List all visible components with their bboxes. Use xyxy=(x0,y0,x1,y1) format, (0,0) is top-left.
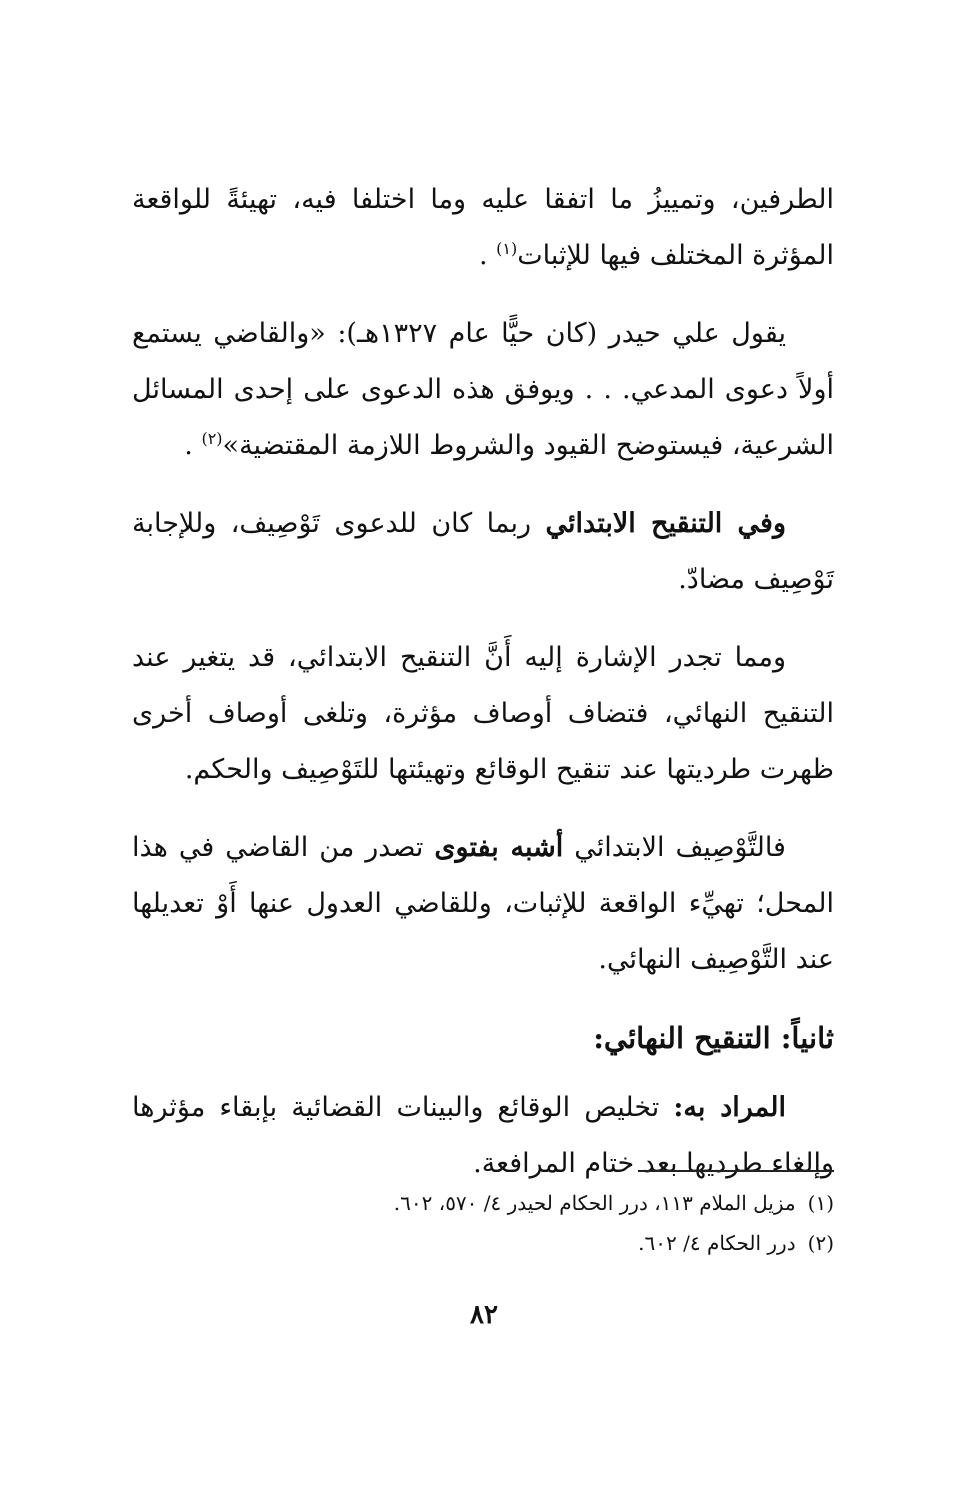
paragraph-3 xyxy=(132,496,834,608)
paragraph-5-text: تصدر من القاضي في هذا المحل؛ تهيِّء الواقعة للإثبات، وللقاضي العدول عنها أَوْ تعديلها عند التَّوْصِيف النهائي. xyxy=(132,832,834,975)
footnote-divider xyxy=(638,1170,834,1172)
paragraph-3-text: ربما كان للدعوى تَوْصِيف، وللإجابة تَوْصِيف مضادّ. xyxy=(132,508,834,595)
paragraph-5-bold: أشبه بفتوى xyxy=(434,832,564,863)
section-title: ثانياً: التنقيح النهائي: xyxy=(593,1021,834,1055)
page-number: ٨٢ xyxy=(470,1300,498,1330)
paragraph-4 xyxy=(132,630,834,798)
footnote-2 xyxy=(300,1223,834,1263)
paragraph-1-end: . xyxy=(478,240,488,271)
paragraph-1 xyxy=(132,172,834,284)
footnotes xyxy=(300,1183,834,1263)
paragraph-1-text: الطرفين، وتمييزُ ما اتفقا عليه وما اختلفا فيه، تهيئةً للواقعة المؤثرة المختلف فيها للإثبات xyxy=(132,184,834,271)
paragraph-5-text-a: فالتَّوْصِيف الابتدائي xyxy=(574,832,786,863)
footnote-ref-2[interactable]: (٢) xyxy=(201,429,223,448)
paragraph-2 xyxy=(132,306,834,474)
paragraph-3-bold: وفي التنقيح الابتدائي xyxy=(545,508,787,539)
footnote-2-number: (٢) xyxy=(807,1231,834,1255)
paragraph-6 xyxy=(132,1080,834,1192)
footnote-2-text: درر الحكام ٤/ ٦٠٢. xyxy=(638,1231,796,1255)
paragraph-6-text: تخليص الوقائع والبينات القضائية بإبقاء مؤثرها وإلغاء طرديها بعد ختام المرافعة. xyxy=(132,1092,834,1179)
paragraph-4-text: ومما تجدر الإشارة إليه أَنَّ التنقيح الابتدائي، قد يتغير عند التنقيح النهائي، فتضاف أوصاف مؤثرة، وتلغى أوصاف أخرى ظهرت طرديتها عند تنقيح الوقائع وتهيئتها للتَوْصِيف والحكم. xyxy=(132,642,834,785)
footnote-1 xyxy=(300,1183,834,1223)
page-body xyxy=(132,172,834,1214)
paragraph-2-end: . xyxy=(184,430,193,461)
paragraph-2-text: يقول علي حيدر (كان حيًّا عام ١٣٢٧هـ): «والقاضي يستمع أولاً دعوى المدعي. . . ويوفق هذه الدعوى على إحدى المسائل الشرعية، فيستوضح القيود والشروط اللازمة المقتضية» xyxy=(132,318,834,461)
paragraph-6-bold: المراد به: xyxy=(673,1092,786,1123)
footnote-1-text: مزيل الملام ١١٣، درر الحكام لحيدر ٤/ ٥٧٠، ٦٠٢. xyxy=(393,1191,796,1215)
footnote-ref-1[interactable]: (١) xyxy=(496,239,518,258)
paragraph-5 xyxy=(132,820,834,988)
footnote-1-number: (١) xyxy=(807,1191,834,1215)
